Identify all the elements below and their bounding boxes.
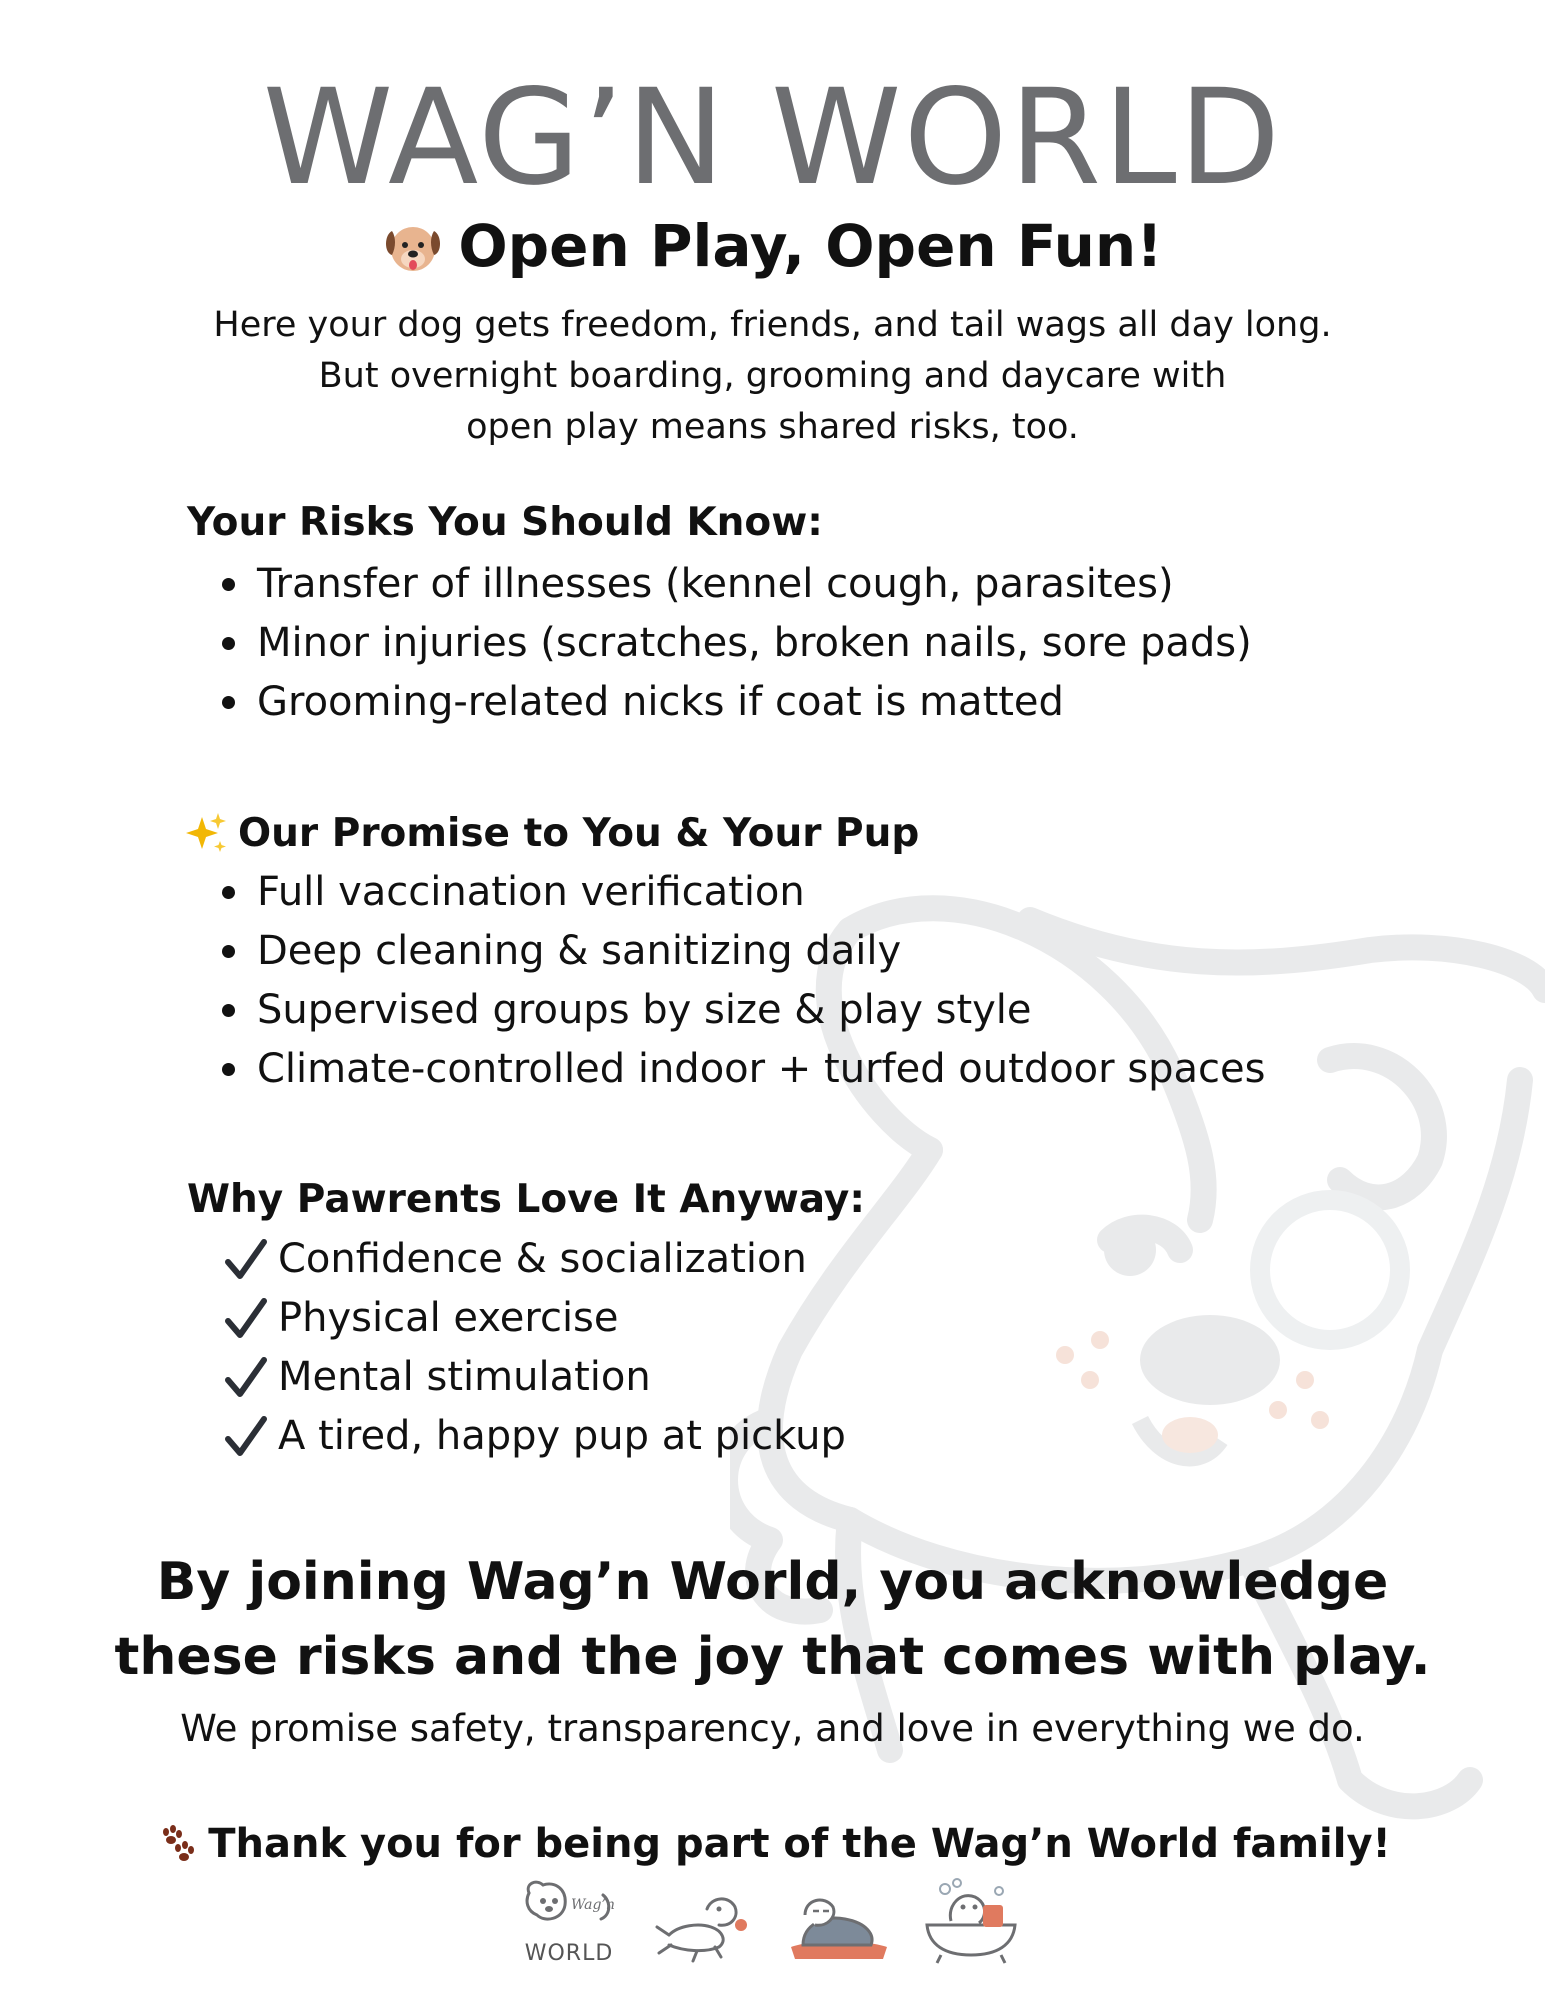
logo-dog-drawing bbox=[515, 1875, 623, 1945]
thank-you-text: Thank you for being part of the Wag’n World family! bbox=[208, 1821, 1391, 1867]
sleeping-dog-icon bbox=[783, 1875, 891, 1965]
list-item bbox=[222, 614, 1252, 673]
logo-script-text: Wag’n bbox=[571, 1897, 615, 1913]
list-item-text: Minor injuries (scratches, broken nails, sore pads) bbox=[257, 620, 1252, 666]
list-item-text: Mental stimulation bbox=[278, 1354, 651, 1400]
checkmark-icon bbox=[224, 1415, 268, 1459]
bullet-icon bbox=[222, 1004, 235, 1017]
list-item-text: Supervised groups by size & play style bbox=[257, 987, 1032, 1033]
list-item bbox=[222, 981, 1266, 1040]
list-item-text: Deep cleaning & sanitizing daily bbox=[257, 928, 902, 974]
intro-line: open play means shared risks, too. bbox=[466, 407, 1079, 447]
risks-heading-text: Your Risks You Should Know: bbox=[187, 500, 823, 545]
list-item bbox=[222, 922, 1266, 981]
benefits-heading-text: Why Pawrents Love It Anyway: bbox=[187, 1177, 865, 1222]
logo-dog-icon bbox=[515, 1875, 623, 1965]
list-item bbox=[222, 555, 1252, 614]
checkmark-icon bbox=[224, 1297, 268, 1341]
bullet-icon bbox=[222, 1063, 235, 1076]
promise-heading-text: Our Promise to You & Your Pup bbox=[238, 810, 920, 856]
promise-heading bbox=[184, 811, 919, 855]
sparkles-icon bbox=[184, 811, 228, 855]
bullet-icon bbox=[222, 886, 235, 899]
brand-wordmark: WAG’N WORLD bbox=[262, 61, 1283, 215]
dog-face-icon bbox=[382, 215, 444, 277]
running-dog-icon bbox=[649, 1875, 757, 1965]
checkmark-icon bbox=[224, 1356, 268, 1400]
checkmark-icon bbox=[224, 1238, 268, 1282]
list-item bbox=[224, 1348, 846, 1407]
acknowledgement-statement bbox=[0, 1545, 1545, 1695]
ack-line: these risks and the joy that comes with play. bbox=[114, 1627, 1431, 1687]
list-item-text: Physical exercise bbox=[278, 1295, 619, 1341]
list-item-text: A tired, happy pup at pickup bbox=[278, 1413, 846, 1459]
benefits-list bbox=[224, 1230, 846, 1466]
list-item-text: Full vaccination verification bbox=[257, 869, 805, 915]
list-item bbox=[222, 863, 1266, 922]
mascot-logo-row bbox=[515, 1875, 1025, 1965]
bath-dog-icon bbox=[917, 1875, 1025, 1965]
page-title bbox=[0, 212, 1545, 286]
bullet-icon bbox=[222, 578, 235, 591]
acknowledgement-subline: We promise safety, transparency, and love in everything we do. bbox=[180, 1707, 1365, 1750]
list-item-text: Grooming-related nicks if coat is matted bbox=[257, 679, 1064, 725]
logo-wordmark: WORLD bbox=[524, 1941, 614, 1966]
list-item-text: Confidence & socialization bbox=[278, 1236, 807, 1282]
benefits-heading bbox=[187, 1177, 865, 1222]
paw-prints-icon bbox=[154, 1822, 198, 1866]
title-text: Open Play, Open Fun! bbox=[458, 212, 1163, 280]
intro-line: Here your dog gets freedom, friends, and tail wags all day long. bbox=[213, 305, 1332, 345]
list-item bbox=[222, 673, 1252, 732]
promise-list bbox=[222, 863, 1266, 1099]
list-item bbox=[224, 1289, 846, 1348]
list-item bbox=[224, 1230, 846, 1289]
bullet-icon bbox=[222, 945, 235, 958]
bullet-icon bbox=[222, 696, 235, 709]
risks-list bbox=[222, 555, 1252, 732]
bullet-icon bbox=[222, 637, 235, 650]
list-item bbox=[224, 1407, 846, 1466]
ack-line: By joining Wag’n World, you acknowledge bbox=[156, 1552, 1389, 1612]
thank-you-line bbox=[0, 1822, 1545, 1873]
list-item-text: Transfer of illnesses (kennel cough, parasites) bbox=[257, 561, 1174, 607]
intro-line: But overnight boarding, grooming and daycare with bbox=[318, 356, 1227, 396]
list-item-text: Climate-controlled indoor + turfed outdoor spaces bbox=[257, 1046, 1266, 1092]
intro-text bbox=[0, 300, 1545, 453]
risks-heading bbox=[187, 500, 823, 545]
list-item bbox=[222, 1040, 1266, 1099]
